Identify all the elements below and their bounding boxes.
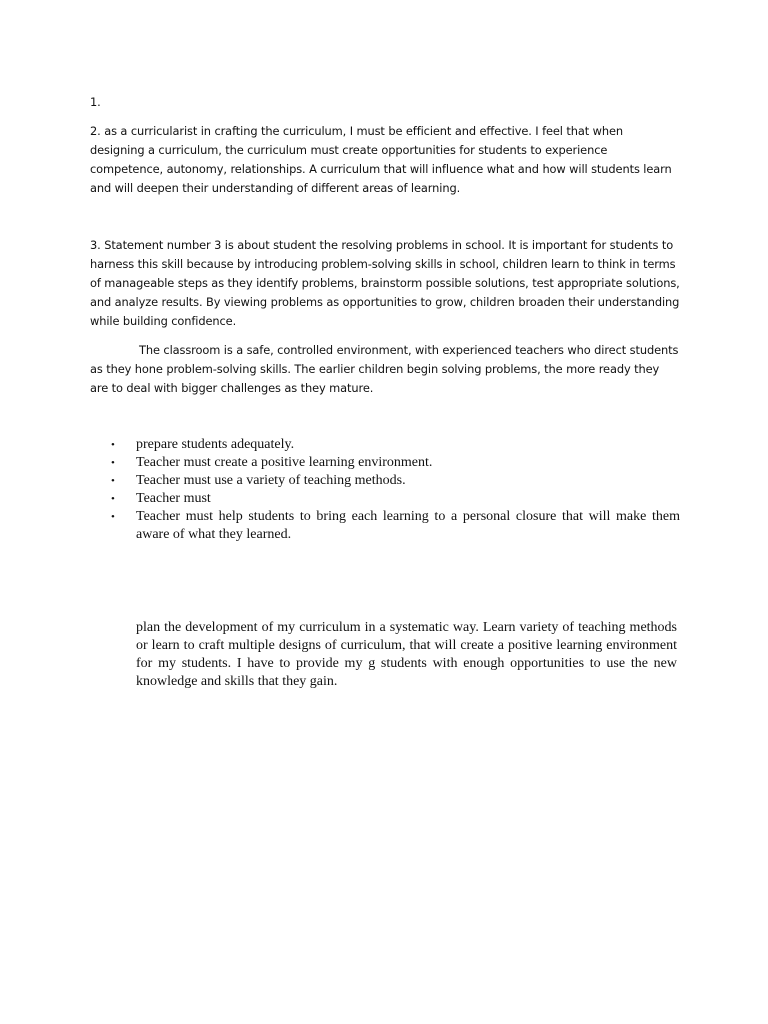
list-item: [90, 490, 680, 508]
list-item-text: Teacher must: [136, 491, 211, 506]
list-item-text: Teacher must create a positive learning environment.: [136, 455, 433, 470]
list-item: [90, 472, 680, 490]
list-item: [90, 454, 680, 472]
list-item-text: Teacher must help students to bring each learning to a personal closure that will make them aware of what they learned.: [136, 509, 680, 542]
item-number-1: 1.: [90, 95, 101, 109]
list-item-text: Teacher must use a variety of teaching methods.: [136, 473, 406, 488]
answer-2-paragraph: 2. as a curricularist in crafting the curriculum, I must be efficient and effective. I feel that when designing a curriculum, the curriculum must create opportunities for students to experience competence, autonomy, relationships. A curriculum that will influence what and how will students learn and will deepen their understanding of different areas of learning.: [90, 124, 672, 195]
bullet-icon: •: [111, 493, 115, 505]
bullet-icon: •: [111, 457, 115, 469]
closing-paragraph: plan the development of my curriculum in a systematic way. Learn variety of teaching methods or learn to craft multiple designs of curriculum, that will create a positive learning environment for my students. I have to provide my g students with enough opportunities to use the new knowledge and skills that they gain.: [136, 620, 677, 689]
answer-3-continued-paragraph: The classroom is a safe, controlled environment, with experienced teachers who direct students as they hone problem-solving skills. The earlier children begin solving problems, the more ready they are to deal with bigger challenges as they mature.: [90, 343, 679, 395]
bullet-icon: •: [111, 439, 115, 451]
bullet-icon: •: [111, 475, 115, 487]
bullet-list: [90, 436, 680, 544]
bullet-icon: •: [111, 511, 115, 523]
list-item: [90, 436, 680, 454]
answer-3-paragraph: 3. Statement number 3 is about student the resolving problems in school. It is important for students to harness this skill because by introducing problem-solving skills in school, children learn to think in terms of manageable steps as they identify problems, brainstorm possible solutions, test appropriate solutions, and analyze results. By viewing problems as opportunities to grow, children broaden their understanding while building confidence.: [90, 238, 680, 328]
list-item: [90, 508, 680, 544]
list-item-text: prepare students adequately.: [136, 437, 295, 452]
